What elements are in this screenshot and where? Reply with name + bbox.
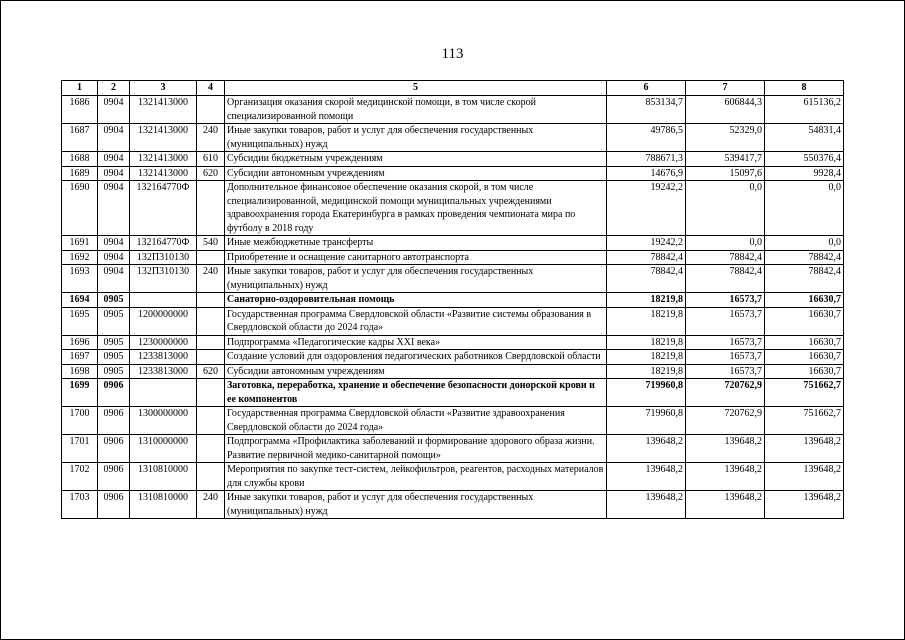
target-article-code: 1233813000 [130, 364, 197, 379]
amount-col-8: 550376,4 [765, 152, 844, 167]
amount-col-6: 19242,2 [607, 181, 686, 236]
expense-type-code [197, 335, 225, 350]
table-row [62, 265, 844, 293]
amount-col-8: 54831,4 [765, 124, 844, 152]
table-row [62, 364, 844, 379]
amount-col-7: 52329,0 [686, 124, 765, 152]
section-code: 0904 [98, 250, 130, 265]
target-article-code: 132164770Ф [130, 181, 197, 236]
target-article-code [130, 379, 197, 407]
row-number: 1695 [62, 307, 98, 335]
amount-col-6: 788671,3 [607, 152, 686, 167]
table-row [62, 435, 844, 463]
amount-col-8: 0,0 [765, 181, 844, 236]
amount-col-6: 19242,2 [607, 236, 686, 251]
row-number: 1694 [62, 293, 98, 308]
amount-col-7: 0,0 [686, 181, 765, 236]
target-article-code: 1310810000 [130, 491, 197, 519]
row-number: 1686 [62, 96, 98, 124]
amount-col-6: 78842,4 [607, 265, 686, 293]
row-number: 1703 [62, 491, 98, 519]
table-row [62, 307, 844, 335]
target-article-code: 1200000000 [130, 307, 197, 335]
row-number: 1691 [62, 236, 98, 251]
section-code: 0905 [98, 350, 130, 365]
column-header-8: 8 [765, 81, 844, 96]
expense-type-code [197, 181, 225, 236]
expense-type-code [197, 250, 225, 265]
table-row [62, 463, 844, 491]
amount-col-7: 139648,2 [686, 463, 765, 491]
item-name: Государственная программа Свердловской области «Развитие здравоохранения Свердловской области до 2024 года» [225, 407, 607, 435]
expense-type-code [197, 96, 225, 124]
section-code: 0904 [98, 166, 130, 181]
amount-col-6: 719960,8 [607, 407, 686, 435]
target-article-code: 1321413000 [130, 96, 197, 124]
target-article-code: 1321413000 [130, 124, 197, 152]
target-article-code: 132164770Ф [130, 236, 197, 251]
item-name: Подпрограмма «Педагогические кадры XXI века» [225, 335, 607, 350]
section-code: 0906 [98, 491, 130, 519]
section-code: 0905 [98, 293, 130, 308]
amount-col-8: 78842,4 [765, 265, 844, 293]
table-body [62, 96, 844, 519]
section-code: 0906 [98, 435, 130, 463]
row-number: 1690 [62, 181, 98, 236]
target-article-code: 1230000000 [130, 335, 197, 350]
item-name: Иные закупки товаров, работ и услуг для обеспечения государственных (муниципальных) нужд [225, 491, 607, 519]
amount-col-8: 615136,2 [765, 96, 844, 124]
item-name: Создание условий для оздоровления педагогических работников Свердловской области [225, 350, 607, 365]
amount-col-7: 15097,6 [686, 166, 765, 181]
row-number: 1689 [62, 166, 98, 181]
table-row [62, 491, 844, 519]
row-number: 1692 [62, 250, 98, 265]
amount-col-8: 78842,4 [765, 250, 844, 265]
table-row [62, 293, 844, 308]
budget-table [61, 80, 844, 519]
table-row [62, 166, 844, 181]
column-header-2: 2 [98, 81, 130, 96]
table-row [62, 407, 844, 435]
section-code: 0905 [98, 307, 130, 335]
table-row [62, 96, 844, 124]
target-article-code: 1310000000 [130, 435, 197, 463]
expense-type-code [197, 435, 225, 463]
amount-col-6: 18219,8 [607, 335, 686, 350]
row-number: 1698 [62, 364, 98, 379]
expense-type-code [197, 379, 225, 407]
amount-col-6: 14676,9 [607, 166, 686, 181]
amount-col-7: 16573,7 [686, 364, 765, 379]
target-article-code: 1300000000 [130, 407, 197, 435]
item-name: Организация оказания скорой медицинской помощи, в том числе скорой специализированной помощи [225, 96, 607, 124]
row-number: 1688 [62, 152, 98, 167]
table-row [62, 350, 844, 365]
amount-col-7: 78842,4 [686, 265, 765, 293]
section-code: 0905 [98, 335, 130, 350]
amount-col-6: 18219,8 [607, 293, 686, 308]
section-code: 0904 [98, 124, 130, 152]
amount-col-7: 139648,2 [686, 435, 765, 463]
row-number: 1702 [62, 463, 98, 491]
table-row [62, 335, 844, 350]
amount-col-8: 16630,7 [765, 364, 844, 379]
expense-type-code [197, 350, 225, 365]
row-number: 1697 [62, 350, 98, 365]
item-name: Иные закупки товаров, работ и услуг для обеспечения государственных (муниципальных) нужд [225, 265, 607, 293]
amount-col-8: 9928,4 [765, 166, 844, 181]
table-row [62, 124, 844, 152]
amount-col-8: 16630,7 [765, 335, 844, 350]
row-number: 1701 [62, 435, 98, 463]
target-article-code: 1321413000 [130, 152, 197, 167]
amount-col-8: 751662,7 [765, 407, 844, 435]
item-name: Дополнительное финансовое обеспечение оказания скорой, в том числе специализированной, медицинской помощи муниципальных учреждениями здравоохранения города Екатеринбурга в рамках проведения чемпионата мира по футболу в 2018 году [225, 181, 607, 236]
table-row [62, 250, 844, 265]
amount-col-8: 139648,2 [765, 463, 844, 491]
amount-col-8: 16630,7 [765, 350, 844, 365]
target-article-code: 132П310130 [130, 250, 197, 265]
amount-col-6: 49786,5 [607, 124, 686, 152]
amount-col-7: 720762,9 [686, 407, 765, 435]
section-code: 0904 [98, 96, 130, 124]
expense-type-code: 610 [197, 152, 225, 167]
amount-col-6: 719960,8 [607, 379, 686, 407]
target-article-code [130, 293, 197, 308]
amount-col-7: 539417,7 [686, 152, 765, 167]
target-article-code: 1321413000 [130, 166, 197, 181]
page-number: 113 [441, 46, 464, 62]
amount-col-6: 18219,8 [607, 350, 686, 365]
expense-type-code: 240 [197, 124, 225, 152]
table-row [62, 152, 844, 167]
section-code: 0906 [98, 463, 130, 491]
column-header-6: 6 [607, 81, 686, 96]
item-name: Подпрограмма «Профилактика заболеваний и формирование здорового образа жизни. Развитие первичной медико-санитарной помощи» [225, 435, 607, 463]
amount-col-7: 720762,9 [686, 379, 765, 407]
item-name: Иные межбюджетные трансферты [225, 236, 607, 251]
expense-type-code: 240 [197, 491, 225, 519]
amount-col-8: 16630,7 [765, 293, 844, 308]
column-header-7: 7 [686, 81, 765, 96]
amount-col-7: 16573,7 [686, 350, 765, 365]
table-row [62, 236, 844, 251]
expense-type-code [197, 407, 225, 435]
item-name: Субсидии бюджетным учреждениям [225, 152, 607, 167]
item-name: Субсидии автономным учреждениям [225, 364, 607, 379]
item-name: Мероприятия по закупке тест-систем, лейкофильтров, реагентов, расходных материалов для службы крови [225, 463, 607, 491]
section-code: 0906 [98, 379, 130, 407]
item-name: Заготовка, переработка, хранение и обеспечение безопасности донорской крови и ее компонентов [225, 379, 607, 407]
row-number: 1696 [62, 335, 98, 350]
amount-col-6: 18219,8 [607, 364, 686, 379]
column-header-3: 3 [130, 81, 197, 96]
row-number: 1699 [62, 379, 98, 407]
table-row [62, 181, 844, 236]
table-header-row [62, 81, 844, 96]
row-number: 1693 [62, 265, 98, 293]
amount-col-8: 751662,7 [765, 379, 844, 407]
row-number: 1700 [62, 407, 98, 435]
row-number: 1687 [62, 124, 98, 152]
amount-col-6: 18219,8 [607, 307, 686, 335]
amount-col-8: 0,0 [765, 236, 844, 251]
item-name: Государственная программа Свердловской области «Развитие системы образования в Свердловской области до 2024 года» [225, 307, 607, 335]
amount-col-6: 139648,2 [607, 435, 686, 463]
expense-type-code [197, 463, 225, 491]
amount-col-7: 16573,7 [686, 307, 765, 335]
amount-col-8: 16630,7 [765, 307, 844, 335]
column-header-1: 1 [62, 81, 98, 96]
section-code: 0904 [98, 152, 130, 167]
expense-type-code: 620 [197, 166, 225, 181]
amount-col-8: 139648,2 [765, 491, 844, 519]
expense-type-code: 620 [197, 364, 225, 379]
amount-col-7: 0,0 [686, 236, 765, 251]
section-code: 0904 [98, 181, 130, 236]
expense-type-code [197, 293, 225, 308]
amount-col-7: 16573,7 [686, 335, 765, 350]
amount-col-8: 139648,2 [765, 435, 844, 463]
target-article-code: 132П310130 [130, 265, 197, 293]
item-name: Санаторно-оздоровительная помощь [225, 293, 607, 308]
amount-col-6: 139648,2 [607, 491, 686, 519]
amount-col-7: 139648,2 [686, 491, 765, 519]
amount-col-7: 606844,3 [686, 96, 765, 124]
amount-col-6: 78842,4 [607, 250, 686, 265]
table-row [62, 379, 844, 407]
expense-type-code [197, 307, 225, 335]
item-name: Приобретение и оснащение санитарного автотранспорта [225, 250, 607, 265]
target-article-code: 1233813000 [130, 350, 197, 365]
column-header-4: 4 [197, 81, 225, 96]
section-code: 0905 [98, 364, 130, 379]
amount-col-7: 78842,4 [686, 250, 765, 265]
expense-type-code: 540 [197, 236, 225, 251]
amount-col-6: 853134,7 [607, 96, 686, 124]
amount-col-6: 139648,2 [607, 463, 686, 491]
section-code: 0906 [98, 407, 130, 435]
item-name: Субсидии автономным учреждениям [225, 166, 607, 181]
amount-col-7: 16573,7 [686, 293, 765, 308]
column-header-5: 5 [225, 81, 607, 96]
item-name: Иные закупки товаров, работ и услуг для обеспечения государственных (муниципальных) нужд [225, 124, 607, 152]
section-code: 0904 [98, 265, 130, 293]
target-article-code: 1310810000 [130, 463, 197, 491]
expense-type-code: 240 [197, 265, 225, 293]
section-code: 0904 [98, 236, 130, 251]
